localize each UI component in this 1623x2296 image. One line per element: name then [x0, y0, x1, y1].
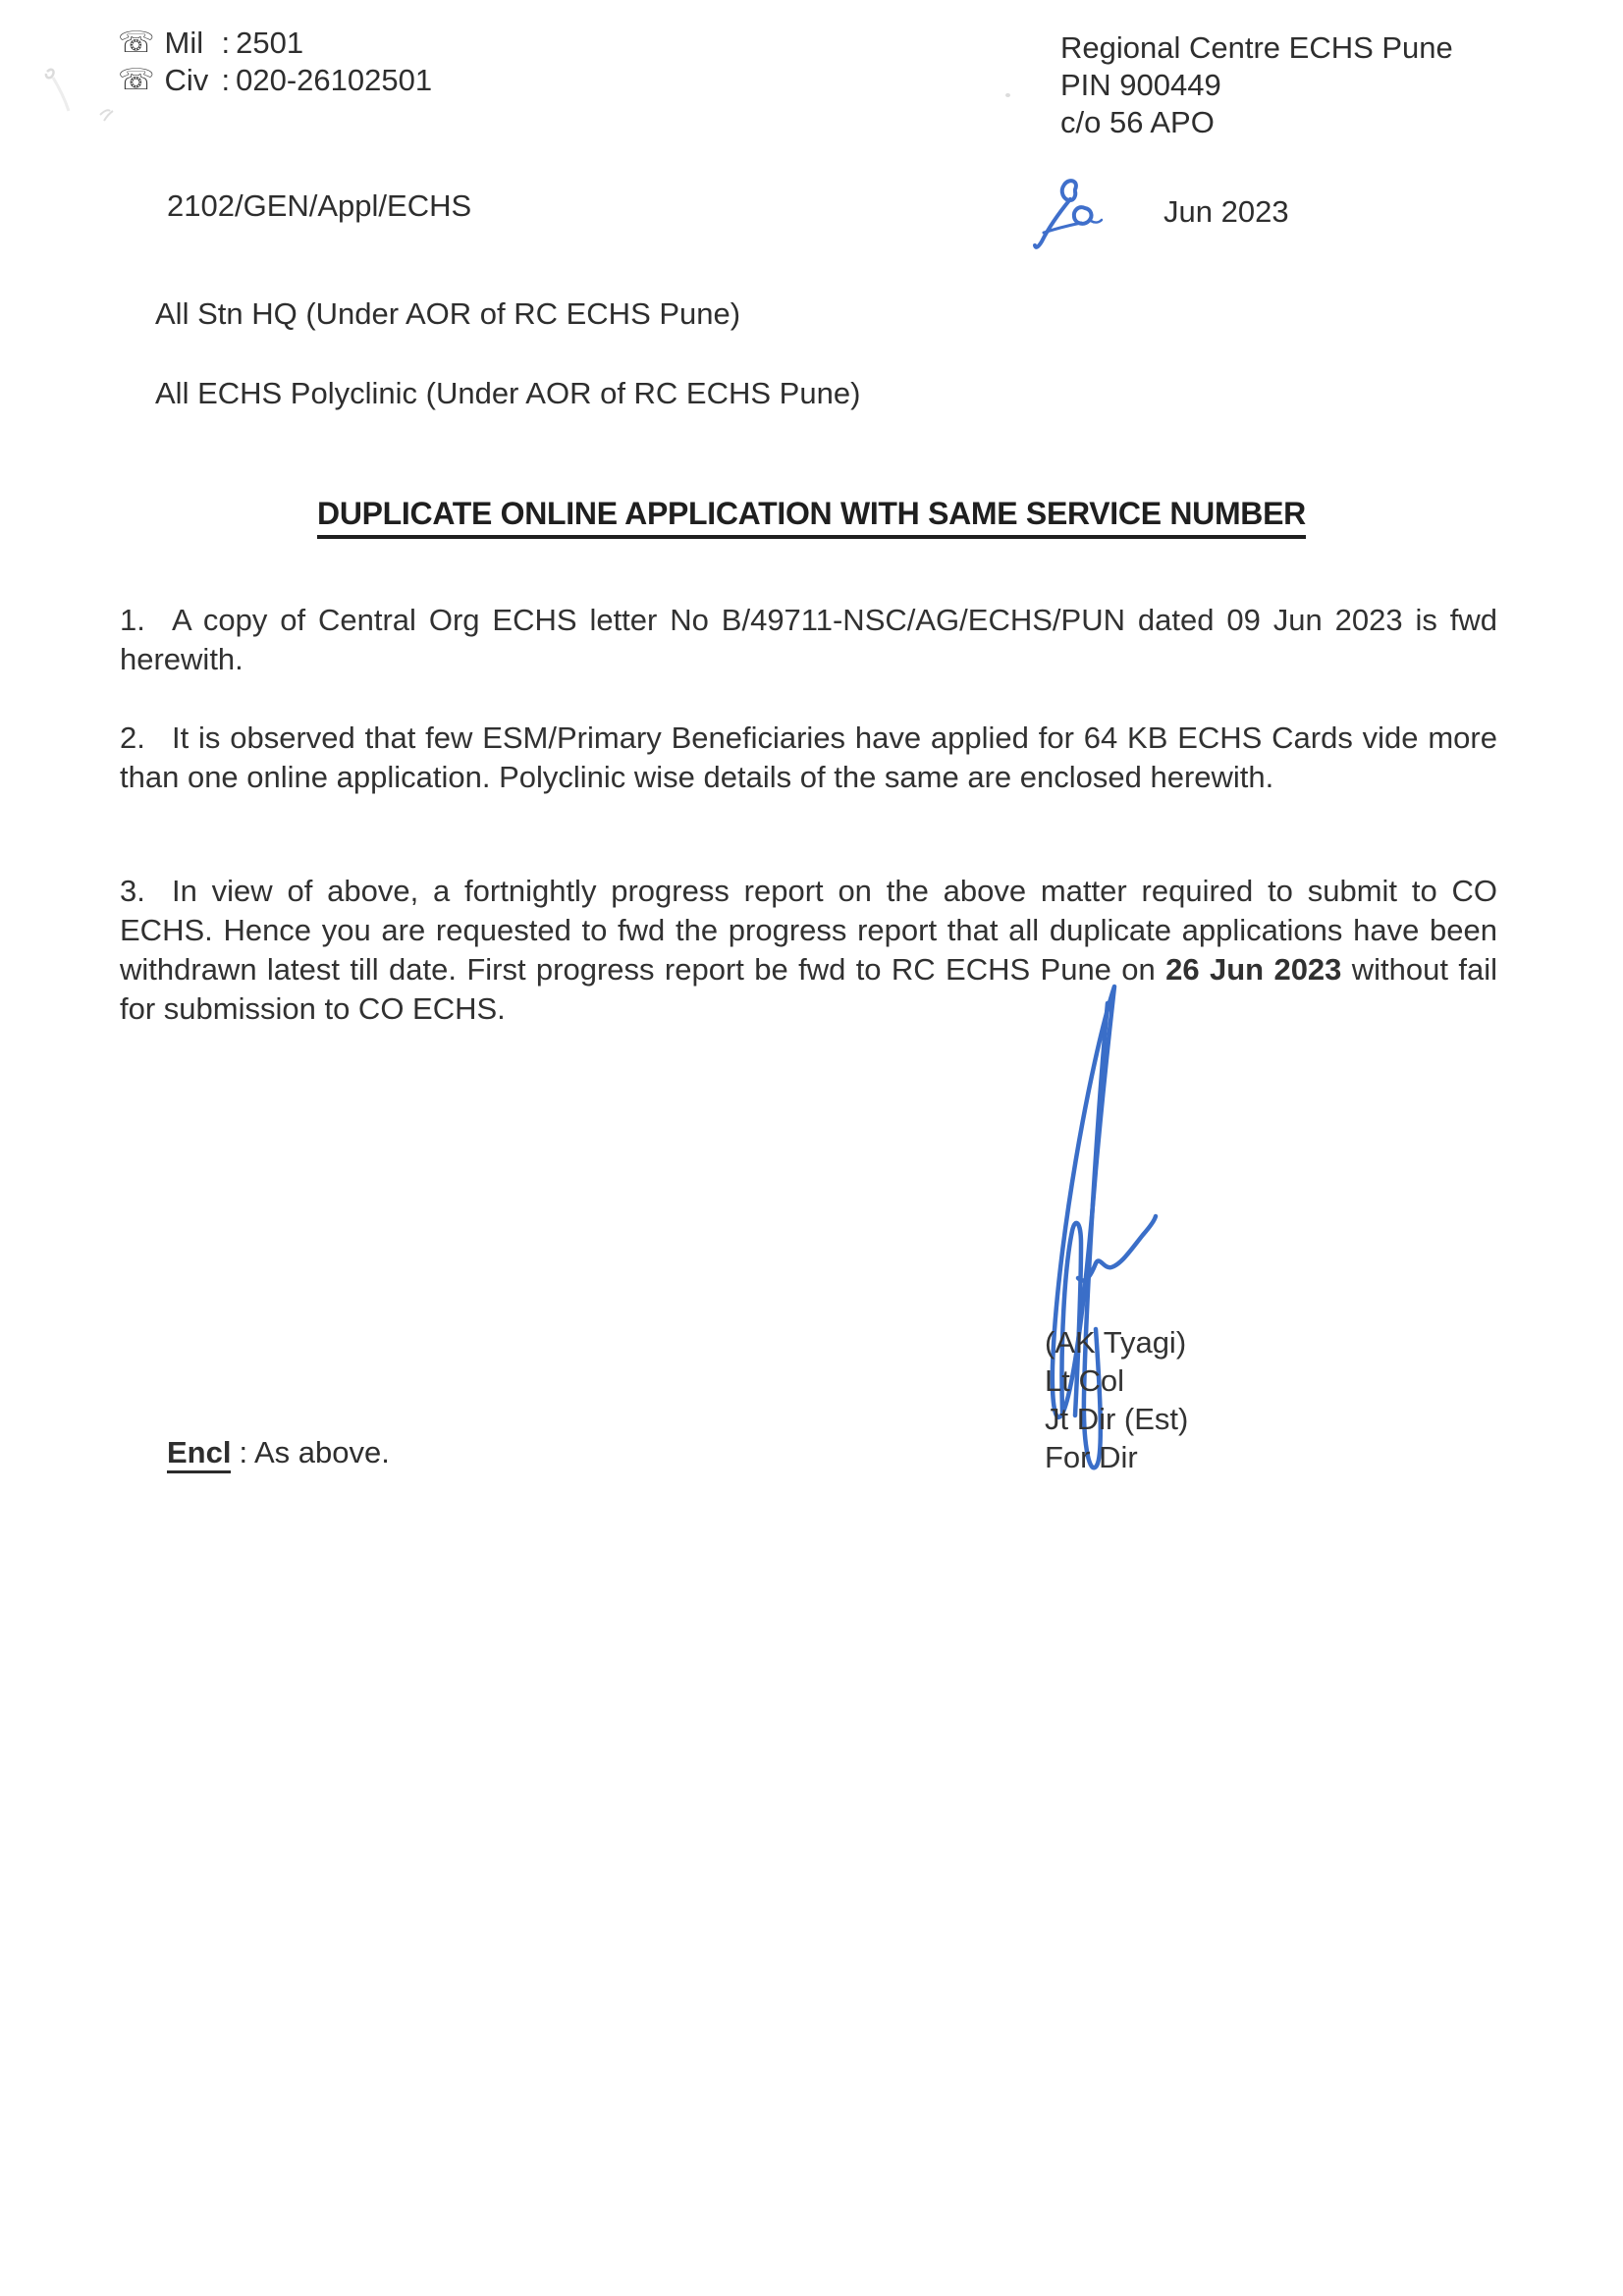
signatory-rank: Lt Col [1045, 1363, 1124, 1398]
paragraph-2-text: It is observed that few ESM/Primary Beneficiaries have applied for 64 KB ECHS Cards vide more than one online application. Polyclinic wise details of the same are enclosed herewith. [120, 721, 1497, 794]
phone-line-mil [118, 25, 432, 62]
subject-title: DUPLICATE ONLINE APPLICATION WITH SAME SERVICE NUMBER [317, 496, 1306, 539]
reference-number: 2102/GEN/Appl/ECHS [167, 188, 472, 223]
sender-address-line3: c/o 56 APO [1060, 105, 1215, 139]
subject-wrap [0, 496, 1623, 539]
paragraph-1-text: A copy of Central Org ECHS letter No B/49711-NSC/AG/ECHS/PUN dated 09 Jun 2023 is fwd herewith. [120, 603, 1497, 676]
signatory-appointment: Jt Dir (Est) [1045, 1402, 1189, 1436]
scan-smudge-top-left [20, 54, 128, 142]
phone-mil-number: 2501 [236, 26, 304, 60]
phone-civ-label: Civ [164, 63, 209, 97]
phone-mil-separator: : [221, 26, 231, 60]
enclosure-text: : As above. [239, 1435, 390, 1469]
signature-block [1045, 1323, 1188, 1476]
paragraph-3-bold-date: 26 Jun 2023 [1165, 952, 1342, 987]
phone-civ-number: 020-26102501 [236, 63, 433, 97]
paragraph-1 [120, 601, 1497, 679]
sender-address-block [1060, 29, 1453, 141]
sender-address-line1: Regional Centre ECHS Pune [1060, 30, 1453, 65]
phone-mil-label: Mil [164, 26, 204, 60]
telephone-icon: ☏ [118, 26, 155, 60]
addressee-polyclinic: All ECHS Polyclinic (Under AOR of RC ECHS Pune) [155, 376, 861, 410]
paragraph-2-number: 2. [120, 721, 145, 755]
paragraph-3 [120, 872, 1497, 1029]
telephone-icon: ☏ [118, 63, 155, 97]
phone-block [118, 25, 432, 99]
enclosure-line [167, 1435, 390, 1470]
signatory-name: (AK Tyagi) [1045, 1325, 1187, 1360]
addressee-stn-hq: All Stn HQ (Under AOR of RC ECHS Pune) [155, 296, 741, 331]
paragraph-2 [120, 719, 1497, 797]
signatory-for-line: For Dir [1045, 1440, 1138, 1474]
handwritten-date-day [1024, 177, 1114, 263]
paragraph-3-text-before: In view of above, a fortnightly progress report on the above matter required to submit to CO ECHS. Hence you are requested to fwd the progress report that all duplicate applications have been withdrawn latest till date. First progress report be fwd to RC ECHS Pune on [120, 874, 1497, 987]
enclosure-label: Encl [167, 1435, 231, 1473]
phone-civ-separator: : [221, 63, 231, 97]
paragraph-3-number: 3. [120, 874, 145, 908]
letter-date: Jun 2023 [1163, 194, 1289, 229]
phone-line-civ [118, 62, 432, 99]
sender-address-line2: PIN 900449 [1060, 68, 1221, 102]
paragraph-3-text-after: without fail for submission to CO ECHS. [120, 952, 1497, 1026]
paragraph-1-number: 1. [120, 603, 145, 637]
scan-dot [1005, 93, 1010, 97]
